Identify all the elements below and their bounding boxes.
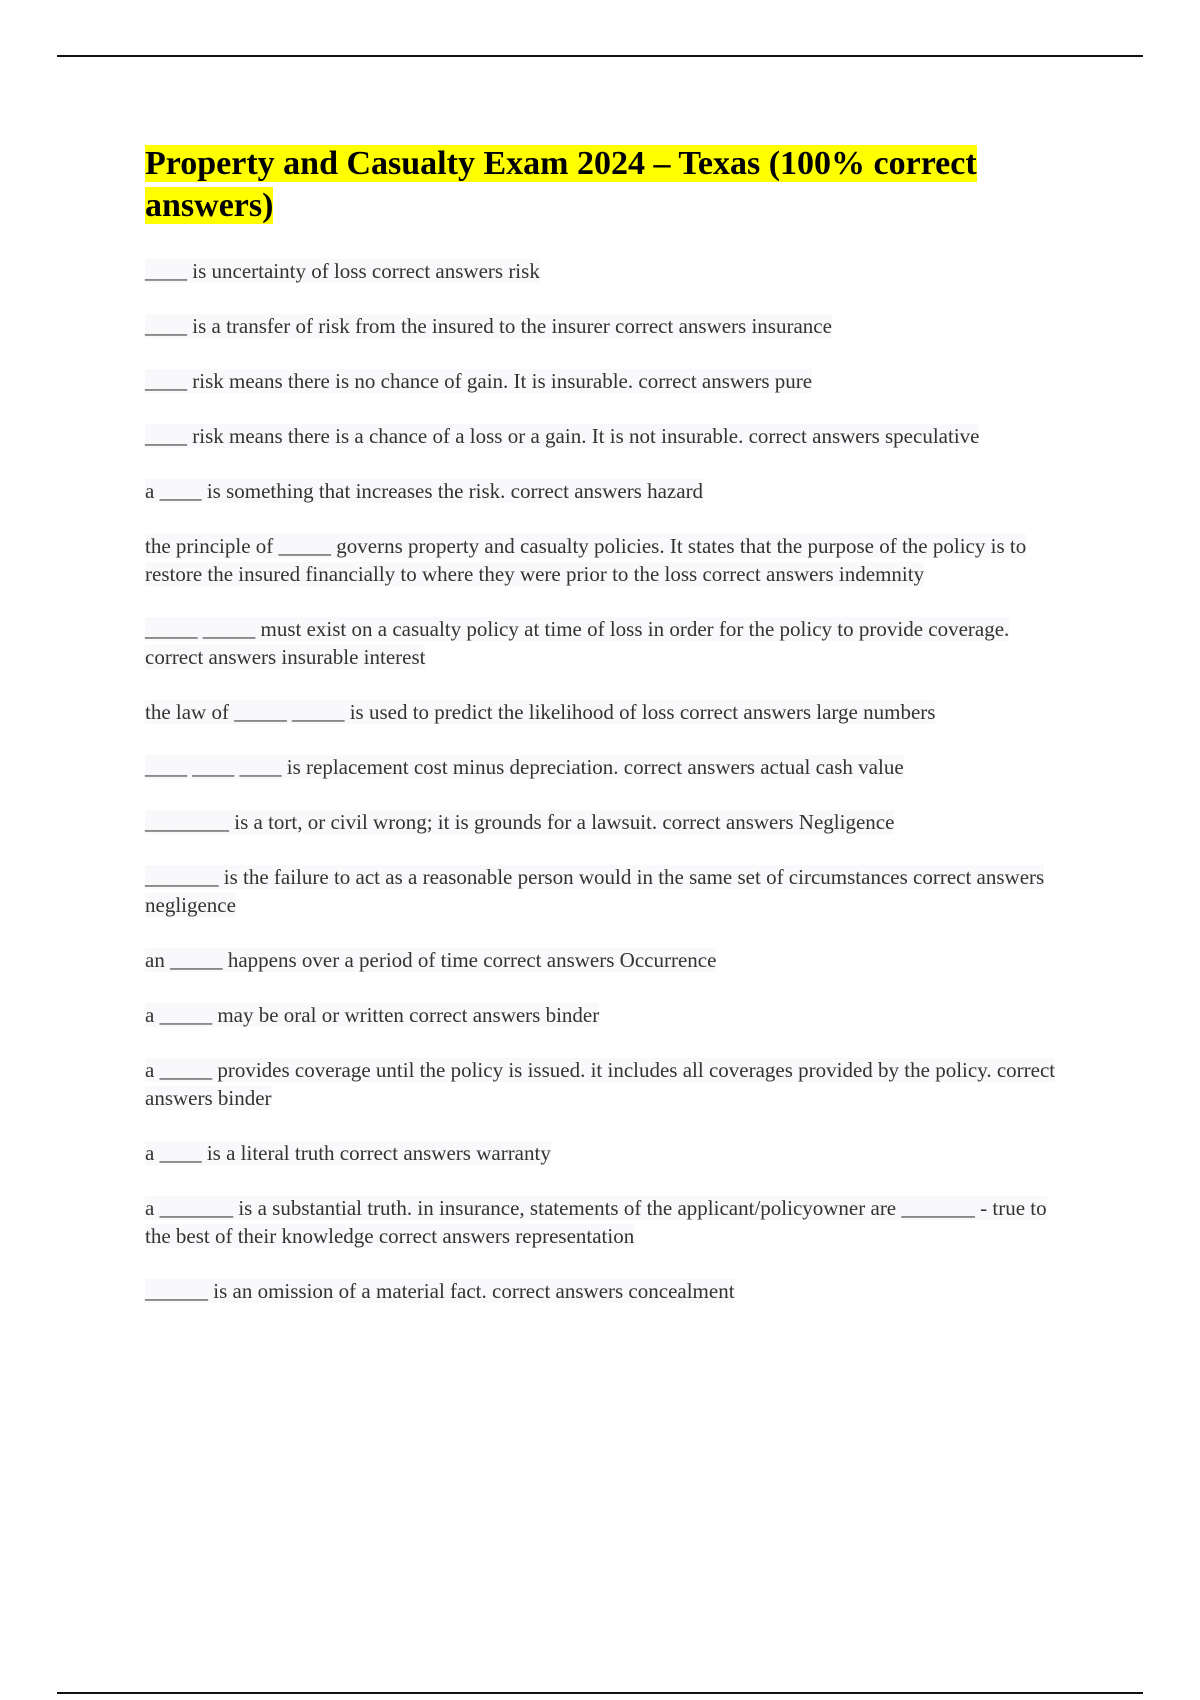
question-text: ____ ____ ____ is replacement cost minus depreciation. correct answers actual cash value [145, 755, 904, 779]
question-list [145, 257, 1065, 1305]
question-item [145, 1277, 1065, 1305]
question-item [145, 257, 1065, 285]
top-rule [57, 55, 1143, 57]
bottom-rule [57, 1692, 1143, 1694]
question-item [145, 753, 1065, 781]
question-item [145, 367, 1065, 395]
question-text: a _____ may be oral or written correct answers binder [145, 1003, 600, 1027]
question-text: an _____ happens over a period of time correct answers Occurrence [145, 948, 717, 972]
document-body [145, 143, 1065, 1332]
question-item [145, 477, 1065, 505]
question-text: a ____ is a literal truth correct answers warranty [145, 1141, 551, 1165]
question-item [145, 1139, 1065, 1167]
question-item [145, 698, 1065, 726]
question-text: ____ risk means there is a chance of a loss or a gain. It is not insurable. correct answers speculative [145, 424, 980, 448]
question-item [145, 808, 1065, 836]
question-item [145, 863, 1065, 919]
question-text: ______ is an omission of a material fact. correct answers concealment [145, 1279, 735, 1303]
question-item [145, 615, 1065, 671]
question-text: the law of _____ _____ is used to predict the likelihood of loss correct answers large numbers [145, 700, 936, 724]
question-text: _______ is the failure to act as a reasonable person would in the same set of circumstances correct answers negligence [145, 865, 1045, 917]
document-title [145, 143, 1065, 227]
question-item [145, 946, 1065, 974]
question-text: ____ is uncertainty of loss correct answers risk [145, 259, 540, 283]
question-item [145, 532, 1065, 588]
question-item [145, 1001, 1065, 1029]
question-text: ____ is a transfer of risk from the insured to the insurer correct answers insurance [145, 314, 832, 338]
question-text: the principle of _____ governs property and casualty policies. It states that the purpose of the policy is to restore the insured financially to where they were prior to the loss correct answers indemnity [145, 534, 1027, 586]
question-item [145, 422, 1065, 450]
question-item [145, 1194, 1065, 1250]
question-item [145, 1056, 1065, 1112]
question-text: ____ risk means there is no chance of gain. It is insurable. correct answers pure [145, 369, 813, 393]
question-text: _____ _____ must exist on a casualty policy at time of loss in order for the policy to provide coverage. correct answers insurable interest [145, 617, 1010, 669]
question-text: a _______ is a substantial truth. in insurance, statements of the applicant/policyowner are _______ - true to the best of their knowledge correct answers representation [145, 1196, 1047, 1248]
question-text: a _____ provides coverage until the policy is issued. it includes all coverages provided by the policy. correct answers binder [145, 1058, 1056, 1110]
document-title-text: Property and Casualty Exam 2024 – Texas (100% correct answers) [145, 145, 977, 224]
question-text: a ____ is something that increases the risk. correct answers hazard [145, 479, 704, 503]
question-item [145, 312, 1065, 340]
question-text: ________ is a tort, or civil wrong; it is grounds for a lawsuit. correct answers Negligence [145, 810, 895, 834]
